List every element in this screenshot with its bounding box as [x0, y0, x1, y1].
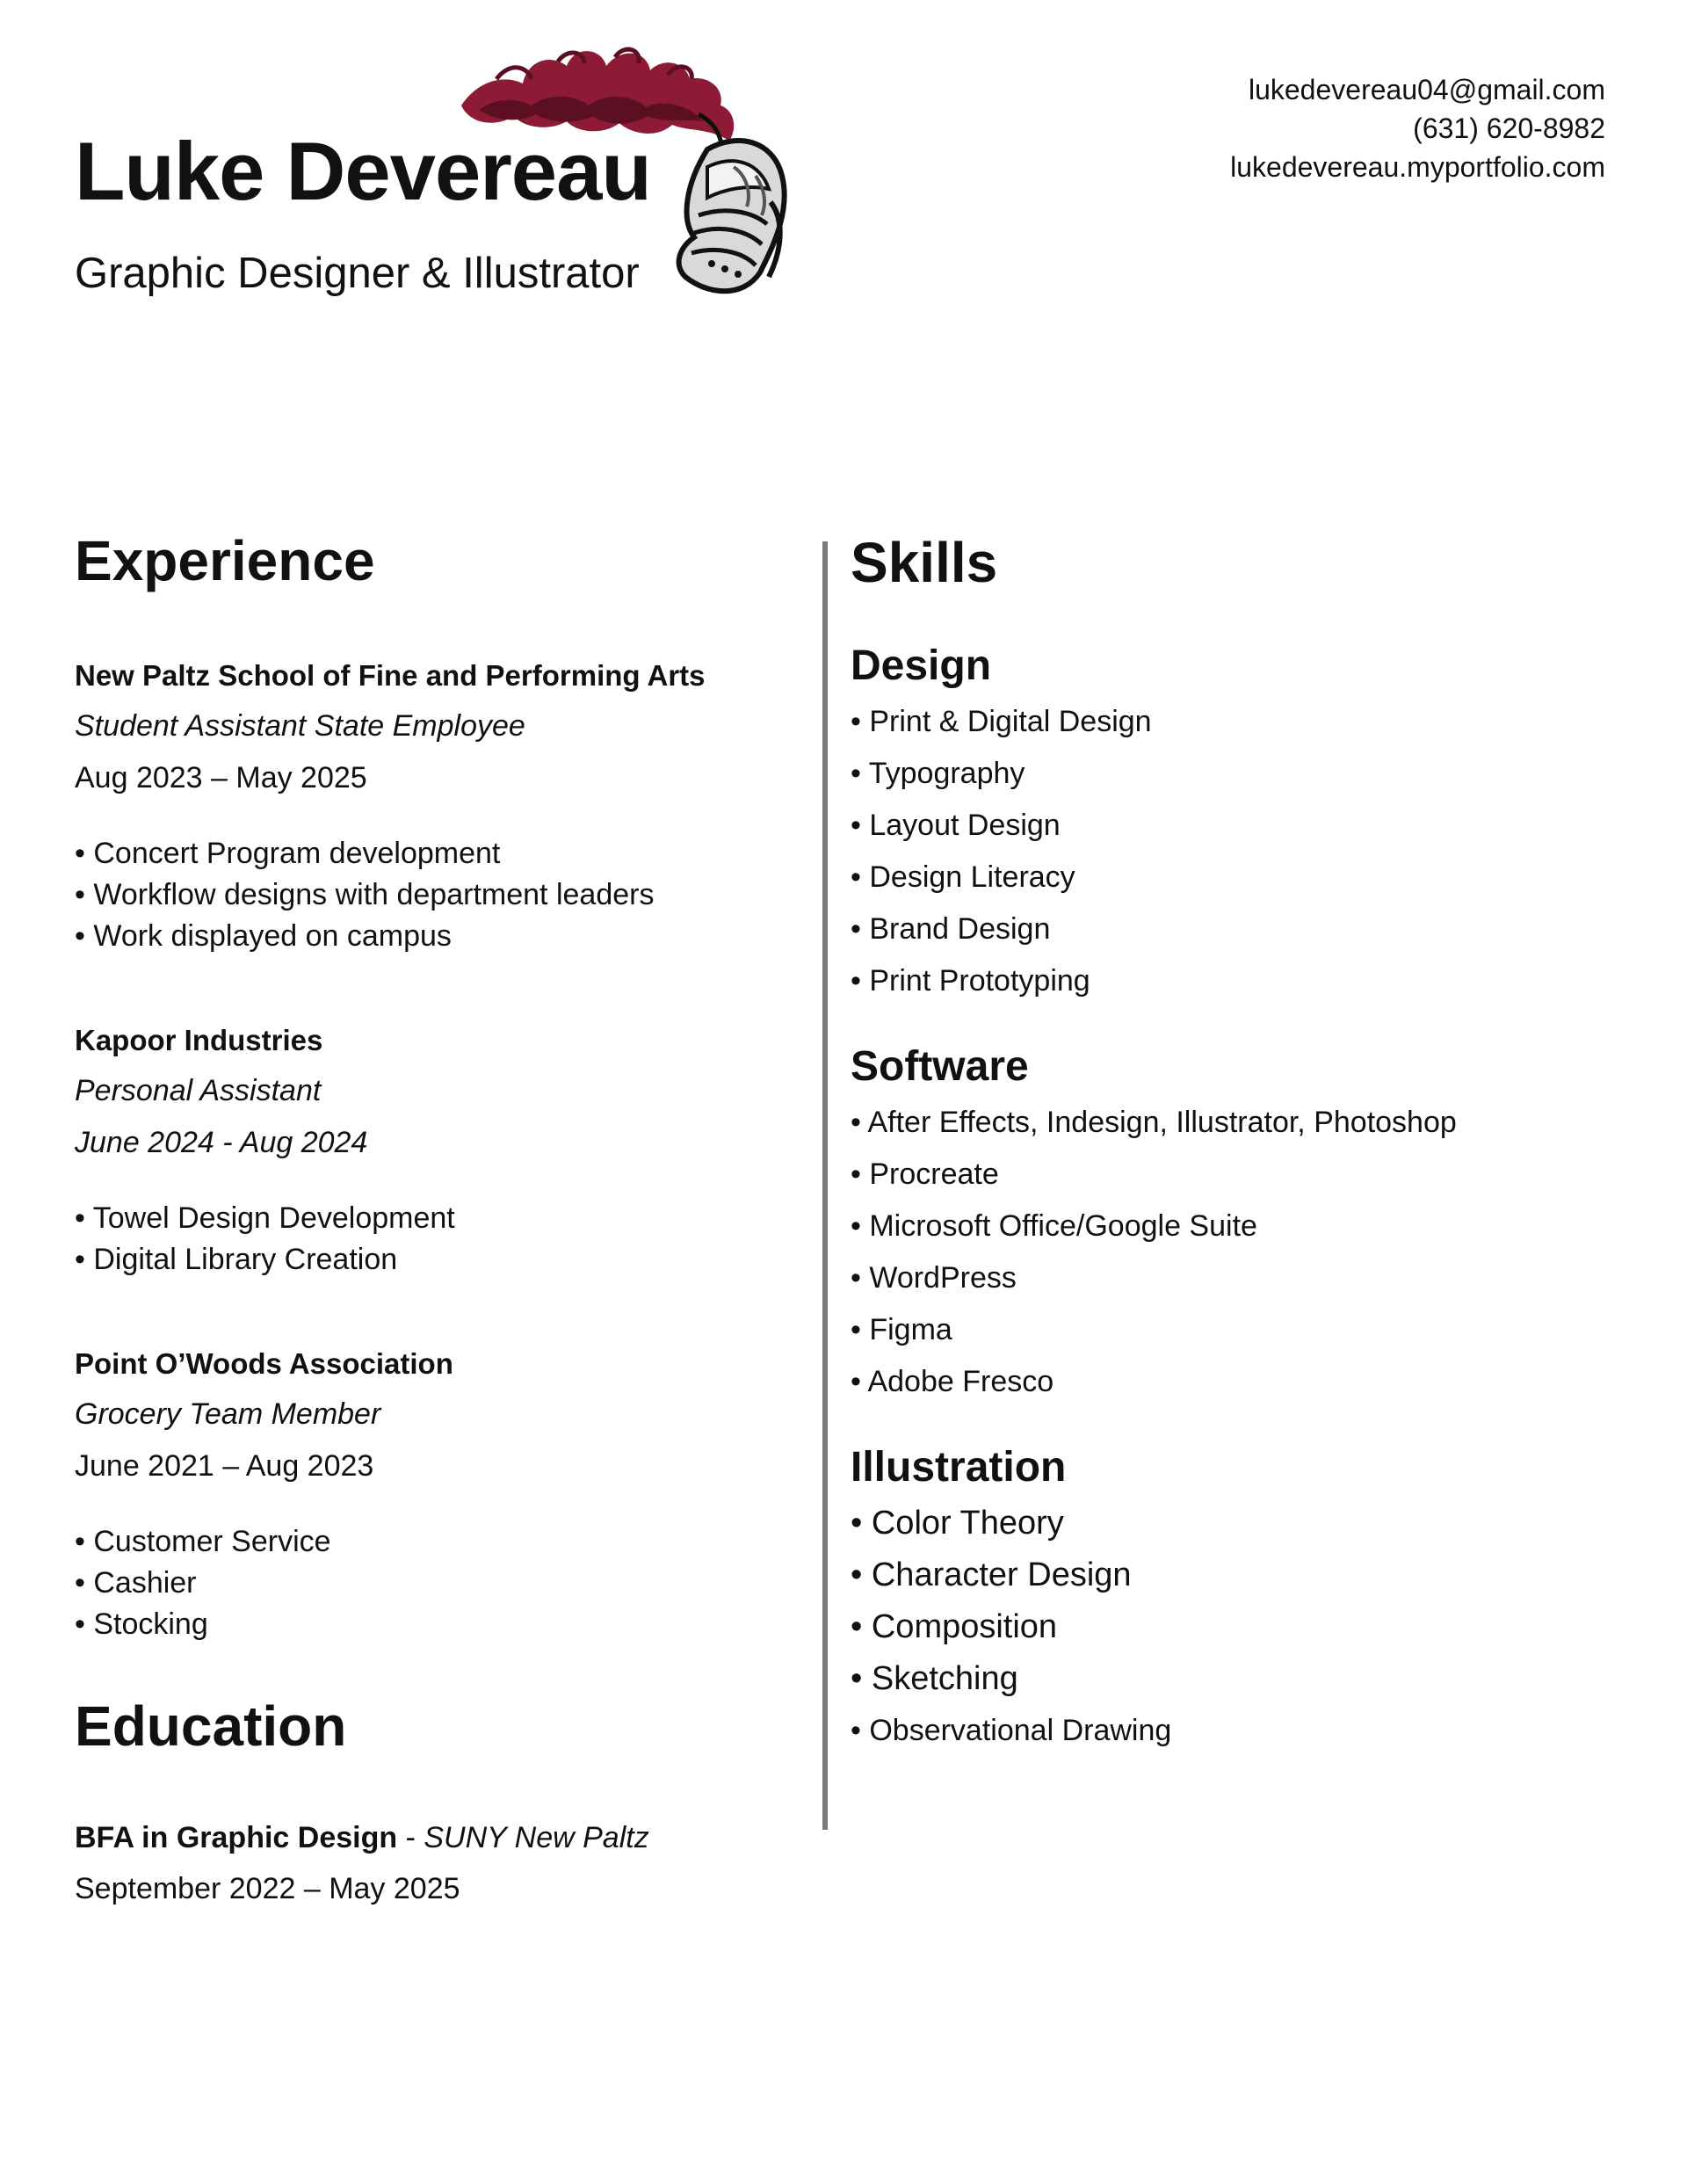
skill-item: • Adobe Fresco: [851, 1365, 1054, 1398]
skill-item: • Microsoft Office/Google Suite: [851, 1209, 1257, 1243]
job-dates: June 2021 – Aug 2023: [75, 1449, 374, 1483]
skill-item: • Color Theory: [851, 1505, 1064, 1542]
job-bullets: [75, 1521, 804, 1645]
skill-group-design: [851, 642, 1641, 1007]
skill-list: [851, 1498, 1641, 1757]
education-separator: -: [397, 1821, 424, 1854]
skill-group-title: Software: [851, 1043, 1029, 1090]
job-dates: June 2024 - Aug 2024: [75, 1126, 368, 1159]
skill-group-software: [851, 1043, 1641, 1408]
job-role: Personal Assistant: [75, 1074, 322, 1107]
job-dates: Aug 2023 – May 2025: [75, 761, 367, 795]
skill-item: • After Effects, Indesign, Illustrator, Photoshop: [851, 1106, 1457, 1139]
skill-item: • Brand Design: [851, 912, 1051, 946]
job-entry-point-owoods: [75, 1349, 804, 1645]
job-organization: Kapoor Industries: [75, 1024, 323, 1056]
skill-item: • Observational Drawing: [851, 1714, 1172, 1747]
resume-tagline: Graphic Designer & Illustrator: [75, 250, 640, 297]
contact-website[interactable]: lukedevereau.myportfolio.com: [1230, 151, 1605, 183]
education-heading: Education: [75, 1694, 347, 1758]
skill-item: • Composition: [851, 1608, 1058, 1645]
contact-block: [1230, 70, 1605, 186]
skill-item: • WordPress: [851, 1261, 1017, 1295]
job-bullet: • Work displayed on campus: [75, 919, 452, 953]
job-entry-new-paltz: [75, 661, 804, 957]
skill-item: • Layout Design: [851, 809, 1061, 842]
job-bullet: • Concert Program development: [75, 837, 501, 870]
skill-item: • Character Design: [851, 1556, 1132, 1593]
skill-item: • Sketching: [851, 1660, 1018, 1697]
contact-email[interactable]: lukedevereau04@gmail.com: [1248, 74, 1605, 105]
skill-item: • Typography: [851, 757, 1025, 790]
job-role: Grocery Team Member: [75, 1397, 381, 1431]
education-school: SUNY New Paltz: [424, 1821, 649, 1854]
job-organization: New Paltz School of Fine and Performing Arts: [75, 659, 706, 692]
skill-item: • Figma: [851, 1313, 952, 1346]
experience-heading: Experience: [75, 529, 375, 592]
skill-item: • Print & Digital Design: [851, 705, 1152, 738]
skill-item: • Procreate: [851, 1157, 999, 1191]
skills-heading: Skills: [851, 531, 998, 594]
job-organization: Point O’Woods Association: [75, 1347, 453, 1380]
education-degree: BFA in Graphic Design: [75, 1821, 398, 1854]
skill-item: • Design Literacy: [851, 860, 1075, 894]
skill-group-title: Illustration: [851, 1444, 1067, 1491]
education-entry: [75, 1823, 804, 1904]
job-bullet: • Towel Design Development: [75, 1201, 455, 1235]
right-column: [851, 531, 1641, 1757]
education-degree-line: [75, 1823, 804, 1853]
column-divider: [822, 541, 828, 1830]
job-role: Student Assistant State Employee: [75, 709, 525, 743]
knight-helmet-icon: [444, 44, 804, 308]
contact-phone[interactable]: (631) 620-8982: [1413, 112, 1605, 144]
education-dates: September 2022 – May 2025: [75, 1872, 460, 1905]
job-bullet: • Cashier: [75, 1566, 197, 1600]
skill-list: [851, 696, 1641, 1007]
job-bullets: [75, 833, 804, 957]
job-bullet: • Digital Library Creation: [75, 1243, 398, 1276]
job-entry-kapoor: [75, 1026, 804, 1281]
skill-group-illustration: [851, 1444, 1641, 1757]
left-column: [75, 529, 804, 1905]
job-bullet: • Workflow designs with department leaders: [75, 878, 655, 911]
skill-group-title: Design: [851, 642, 992, 689]
job-bullet: • Customer Service: [75, 1525, 331, 1558]
skill-item: • Print Prototyping: [851, 964, 1090, 998]
resume-name: Luke Devereau: [75, 125, 651, 217]
job-bullet: • Stocking: [75, 1607, 208, 1641]
skill-list: [851, 1097, 1641, 1408]
job-bullets: [75, 1198, 804, 1281]
